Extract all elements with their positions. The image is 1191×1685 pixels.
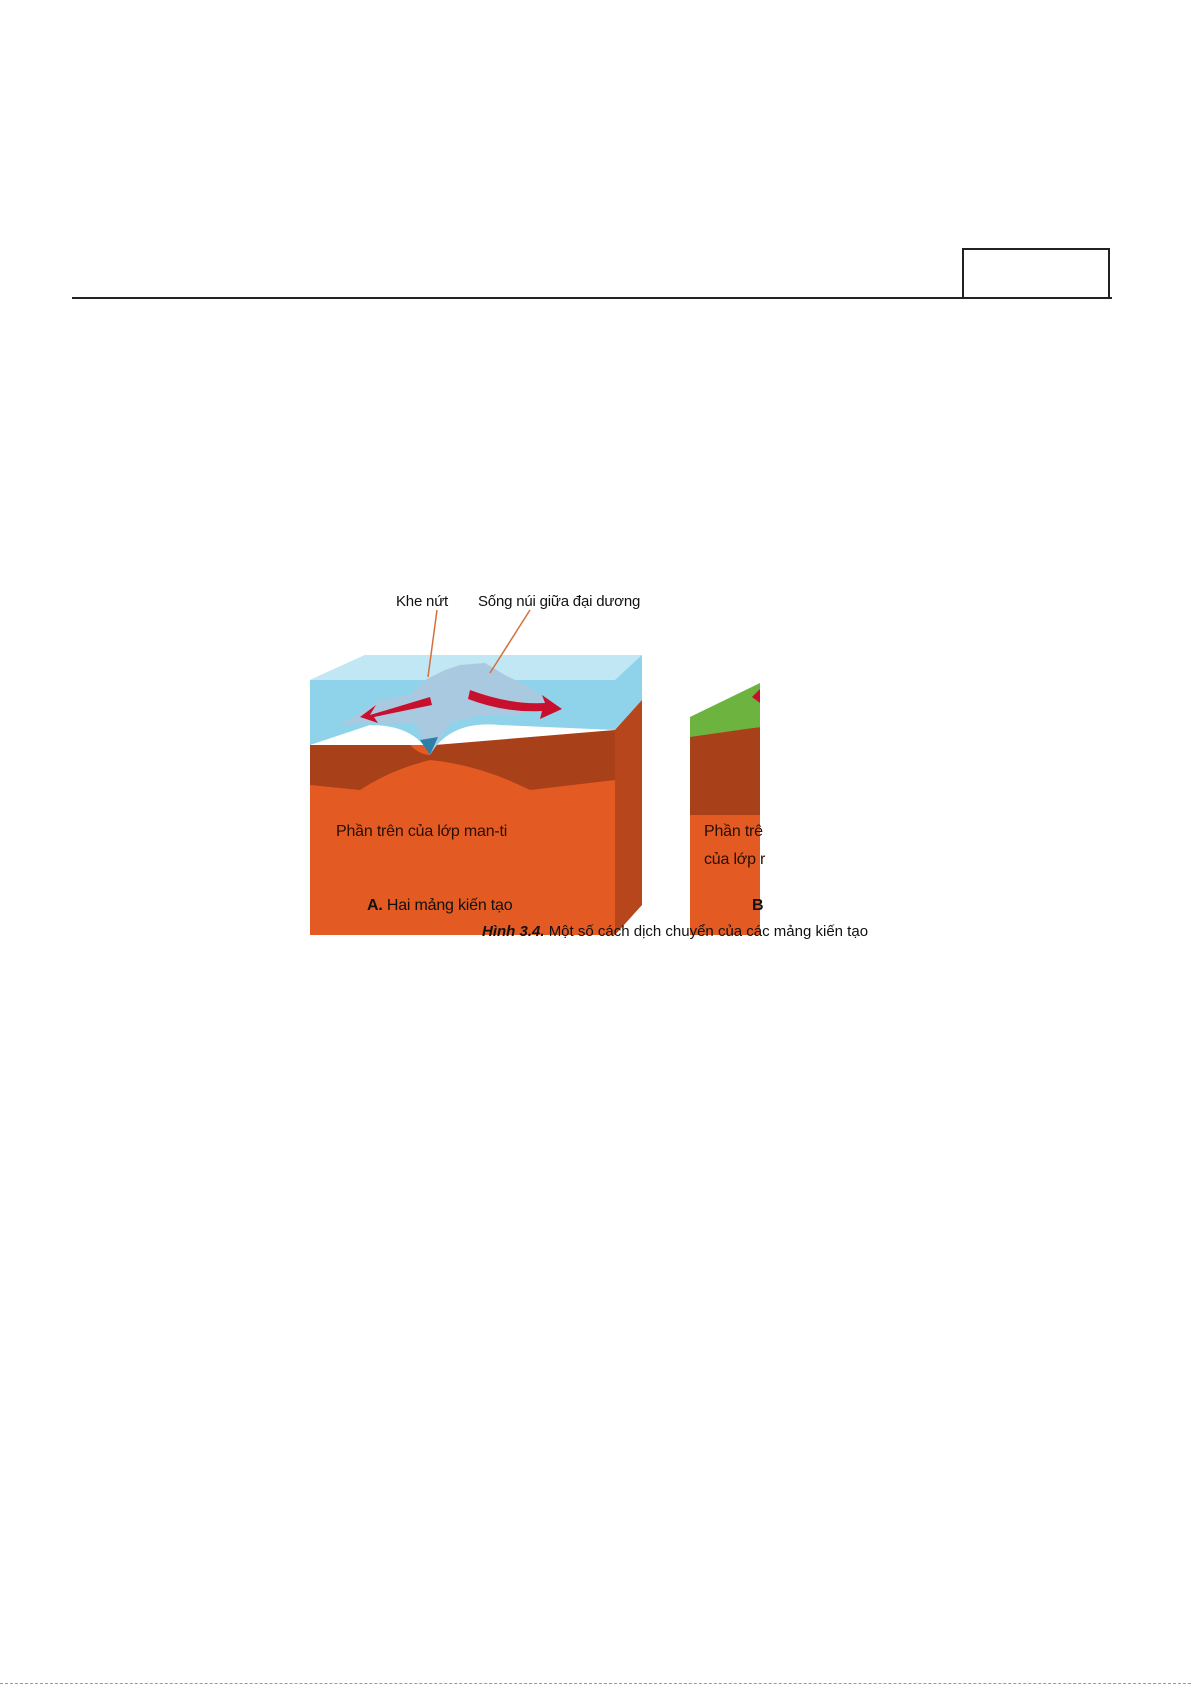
label-mantle-b-line2: của lớp r [704, 851, 766, 868]
figure-number: Hình 3.4. [482, 923, 545, 940]
panel-b-caption [752, 897, 763, 915]
figure-3-4 [300, 593, 1000, 945]
page-bottom-rule [0, 1683, 1191, 1684]
label-ridge: Sống núi giữa đại dương [478, 593, 641, 610]
label-mantle-b-line1: Phần trê [704, 823, 763, 840]
figure-caption [482, 923, 868, 940]
panel-a-letter: A. [367, 897, 383, 914]
panel-a-caption-text: Hai mảng kiến tạo [386, 897, 513, 914]
header-page-box [962, 248, 1110, 298]
block-side-face [615, 695, 642, 935]
label-mantle-a: Phần trên của lớp man-ti [336, 823, 508, 840]
label-crack: Khe nứt [396, 593, 449, 610]
figure-caption-text: Một số cách dịch chuyển của các mảng kiến tạo [548, 923, 869, 940]
panel-b-letter: B [752, 897, 764, 914]
panel-a-caption [367, 897, 512, 915]
plate-diagram [300, 605, 1000, 945]
panel-a-illustration [310, 610, 642, 935]
header-rule [72, 297, 1112, 299]
panel-b-illustration [690, 683, 760, 935]
crust-layer-b [690, 727, 760, 815]
